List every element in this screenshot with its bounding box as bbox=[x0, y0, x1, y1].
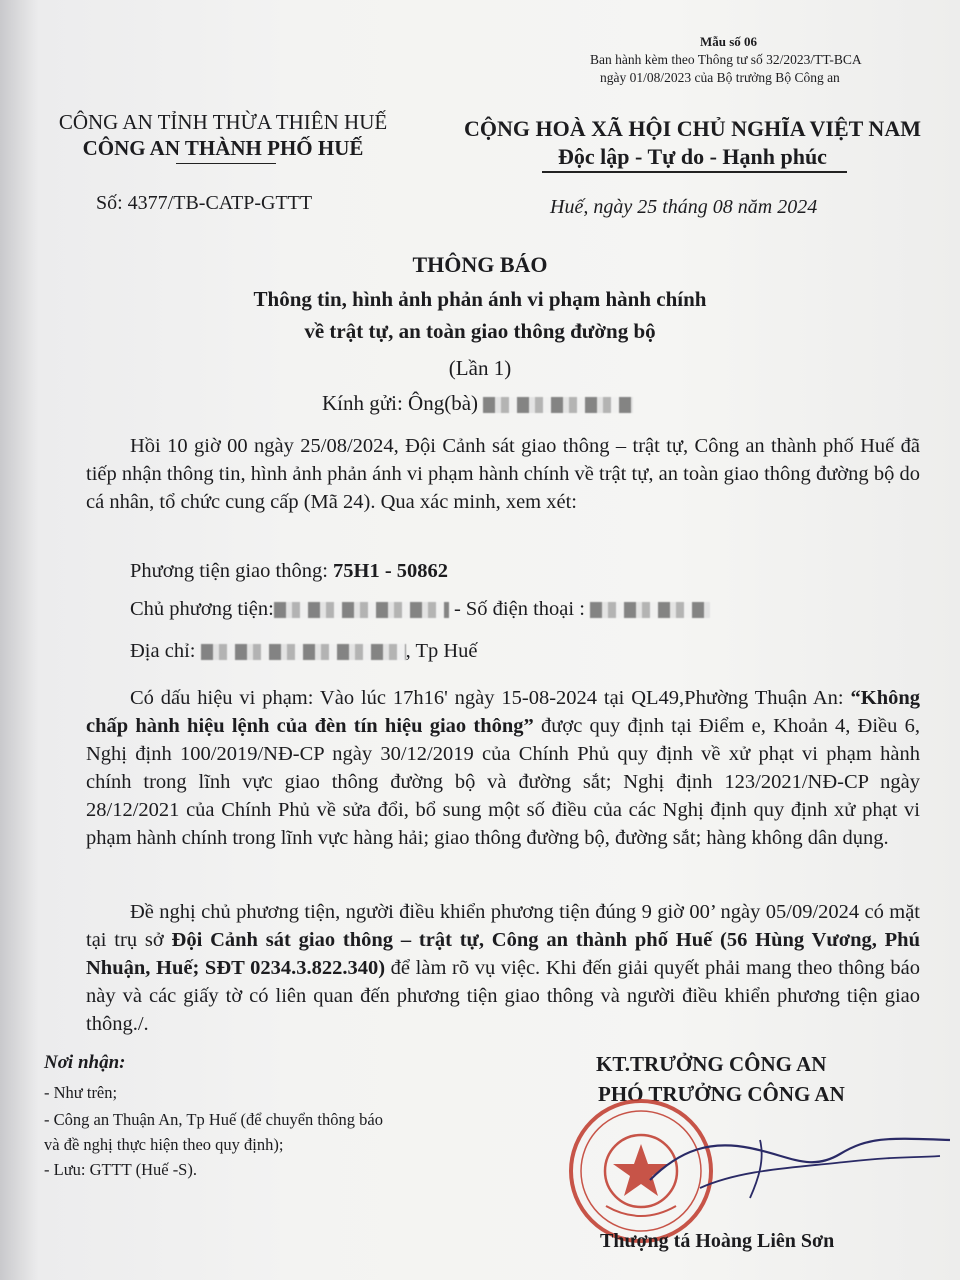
redacted-owner-name bbox=[274, 602, 449, 618]
handwritten-signature-icon bbox=[640, 1110, 960, 1210]
national-title: CỘNG HOÀ XÃ HỘI CHỦ NGHĨA VIỆT NAM bbox=[464, 116, 921, 141]
signatory-title-line1: KT.TRƯỞNG CÔNG AN bbox=[596, 1052, 827, 1076]
form-reference-line1: Ban hành kèm theo Thông tư số 32/2023/TT-BCA bbox=[590, 52, 862, 67]
address-line bbox=[130, 640, 478, 663]
violation-paragraph bbox=[86, 684, 920, 852]
form-number: Mẫu số 06 bbox=[700, 34, 758, 49]
document-number: Số: 4377/TB-CATP-GTTT bbox=[96, 192, 313, 214]
request-text-1: Đề nghị chủ phương tiện, người điều khiển phương tiện đúng 9 giờ 00’ ngày 05/09/2024 có mặt tại trụ sở bbox=[86, 901, 920, 951]
signer-name: Thượng tá Hoàng Liên Sơn bbox=[600, 1230, 835, 1252]
violation-text-2: được quy định tại Điểm e, Khoản 4, Điều 6, Nghị định 100/2019/NĐ-CP ngày 30/12/2019 của Chính Phủ quy định về xử phạt vi phạm hành chính trong lĩnh vực giao thông đường bộ và đường sắt; Nghị định 123/2021/NĐ-CP ngày 28/12/2021 của Chính Phủ về sửa đổi, bổ sung một số điều của các Nghị định quy định xử phạt vi phạm hành chính trong lĩnh vực hàng hải; giao thông đường bộ, đường sắt; hàng không dân dụng. bbox=[86, 715, 920, 849]
violation-text-1: Có dấu hiệu vi phạm: Vào lúc 17h16' ngày 15-08-2024 tại QL49,Phường Thuận An: bbox=[130, 687, 851, 709]
owner-label: Chủ phương tiện: bbox=[130, 598, 274, 620]
address-label: Địa chỉ: bbox=[130, 640, 201, 662]
notice-times: (Lần 1) bbox=[448, 356, 512, 380]
violation-name: “Không chấp hành hiệu lệnh của đèn tín hiệu giao thông” bbox=[86, 687, 920, 737]
organization-name: CÔNG AN THÀNH PHỐ HUẾ bbox=[82, 136, 364, 160]
document-title: THÔNG BÁO bbox=[412, 252, 548, 277]
recipients-line3: và đề nghị thực hiện theo quy định); bbox=[44, 1135, 284, 1154]
recipients-line1: - Như trên; bbox=[44, 1083, 118, 1102]
document-subtitle-line2: về trật tự, an toàn giao thông đường bộ bbox=[304, 319, 656, 343]
intro-paragraph: Hồi 10 giờ 00 ngày 25/08/2024, Đội Cảnh sát giao thông – trật tự, Công an thành phố Huế đã tiếp nhận thông tin, hình ảnh phản ánh vi phạm hành chính về trật tự, an toàn giao thông đường bộ do cá nhân, tổ chức cung cấp (Mã 24). Qua xác minh, xem xét: bbox=[86, 435, 920, 513]
form-reference-line2: ngày 01/08/2023 của Bộ trưởng Bộ Công an bbox=[600, 70, 840, 85]
organization-underline bbox=[176, 163, 276, 164]
address-suffix: , Tp Huế bbox=[405, 640, 478, 662]
recipients-title: Nơi nhận: bbox=[44, 1052, 126, 1073]
phone-label: - Số điện thoại : bbox=[448, 598, 591, 620]
signatory-title-line2: PHÓ TRƯỞNG CÔNG AN bbox=[598, 1082, 845, 1106]
recipients-line2: - Công an Thuận An, Tp Huế (để chuyển thông báo bbox=[44, 1110, 383, 1129]
place-date: Huế, ngày 25 tháng 08 năm 2024 bbox=[550, 196, 818, 218]
request-paragraph bbox=[86, 898, 920, 1038]
vehicle-line bbox=[130, 560, 448, 583]
owner-line bbox=[130, 598, 710, 621]
redacted-recipient-name bbox=[483, 397, 633, 413]
redacted-address bbox=[201, 644, 406, 660]
organization-parent: CÔNG AN TỈNH THỪA THIÊN HUẾ bbox=[58, 110, 388, 134]
redacted-phone bbox=[590, 602, 710, 618]
request-text-2: để làm rõ vụ việc. Khi đến giải quyết phải mang theo thông báo này và các giấy tờ có liên quan đến phương tiện giao thông và người điều khiển phương tiện giao thông./. bbox=[86, 957, 920, 1035]
document-subtitle-line1: Thông tin, hình ảnh phản ánh vi phạm hành chính bbox=[253, 287, 707, 311]
request-location: Đội Cảnh sát giao thông – trật tự, Công an thành phố Huế (56 Hùng Vương, Phú Nhuận, Huế; SĐT 0234.3.822.340) bbox=[86, 929, 920, 979]
recipient-line bbox=[322, 391, 633, 416]
vehicle-plate: 75H1 - 50862 bbox=[333, 560, 449, 582]
recipients-line4: - Lưu: GTTT (Huế -S). bbox=[44, 1160, 197, 1179]
national-motto: Độc lập - Tự do - Hạnh phúc bbox=[558, 144, 827, 169]
motto-underline bbox=[542, 171, 847, 173]
recipient-label: Kính gửi: Ông(bà) bbox=[322, 391, 484, 415]
vehicle-label: Phương tiện giao thông: bbox=[130, 560, 334, 582]
